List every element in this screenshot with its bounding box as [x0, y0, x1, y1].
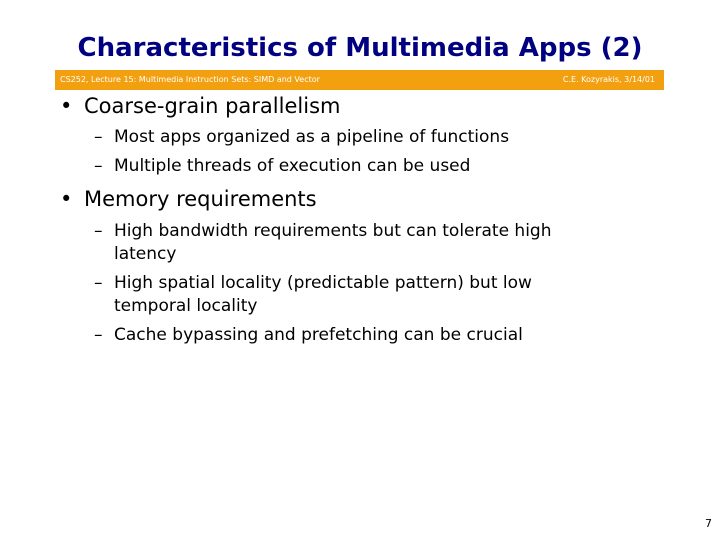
slide-title: Characteristics of Multimedia Apps (2)	[77, 33, 643, 63]
dash-icon: –	[94, 325, 103, 345]
bullet-item	[60, 187, 317, 211]
sub-bullet-text: High bandwidth requirements but can tolerate high	[114, 221, 552, 241]
course-label: CS252, Lecture 15: Multimedia Instruction Sets: SIMD and Vector	[60, 75, 320, 84]
bullet-icon: •	[60, 187, 73, 211]
sub-bullet-continuation: temporal locality	[114, 296, 258, 316]
dash-icon: –	[94, 273, 103, 293]
dash-icon: –	[94, 127, 103, 147]
dash-icon: –	[94, 156, 103, 176]
bullet-text: Memory requirements	[84, 187, 317, 211]
sub-bullet-item	[94, 325, 523, 345]
bullet-item	[60, 94, 340, 118]
page-number: 7	[705, 517, 712, 530]
sub-bullet-item	[94, 221, 552, 241]
bullet-text: Coarse-grain parallelism	[84, 94, 341, 118]
sub-bullet-text: Multiple threads of execution can be used	[114, 156, 471, 176]
sub-bullet-item	[94, 127, 509, 147]
author-date-label: C.E. Kozyrakis, 3/14/01	[562, 75, 655, 84]
sub-bullet-text: Most apps organized as a pipeline of functions	[114, 127, 510, 147]
sub-bullet-item	[94, 273, 532, 293]
sub-bullet-text: High spatial locality (predictable pattern) but low	[114, 273, 532, 293]
sub-bullet-item	[94, 156, 470, 176]
dash-icon: –	[94, 221, 103, 241]
bullet-icon: •	[60, 94, 73, 118]
sub-bullet-text: Cache bypassing and prefetching can be crucial	[114, 325, 523, 345]
header-bar	[55, 70, 664, 90]
sub-bullet-continuation: latency	[114, 244, 177, 264]
